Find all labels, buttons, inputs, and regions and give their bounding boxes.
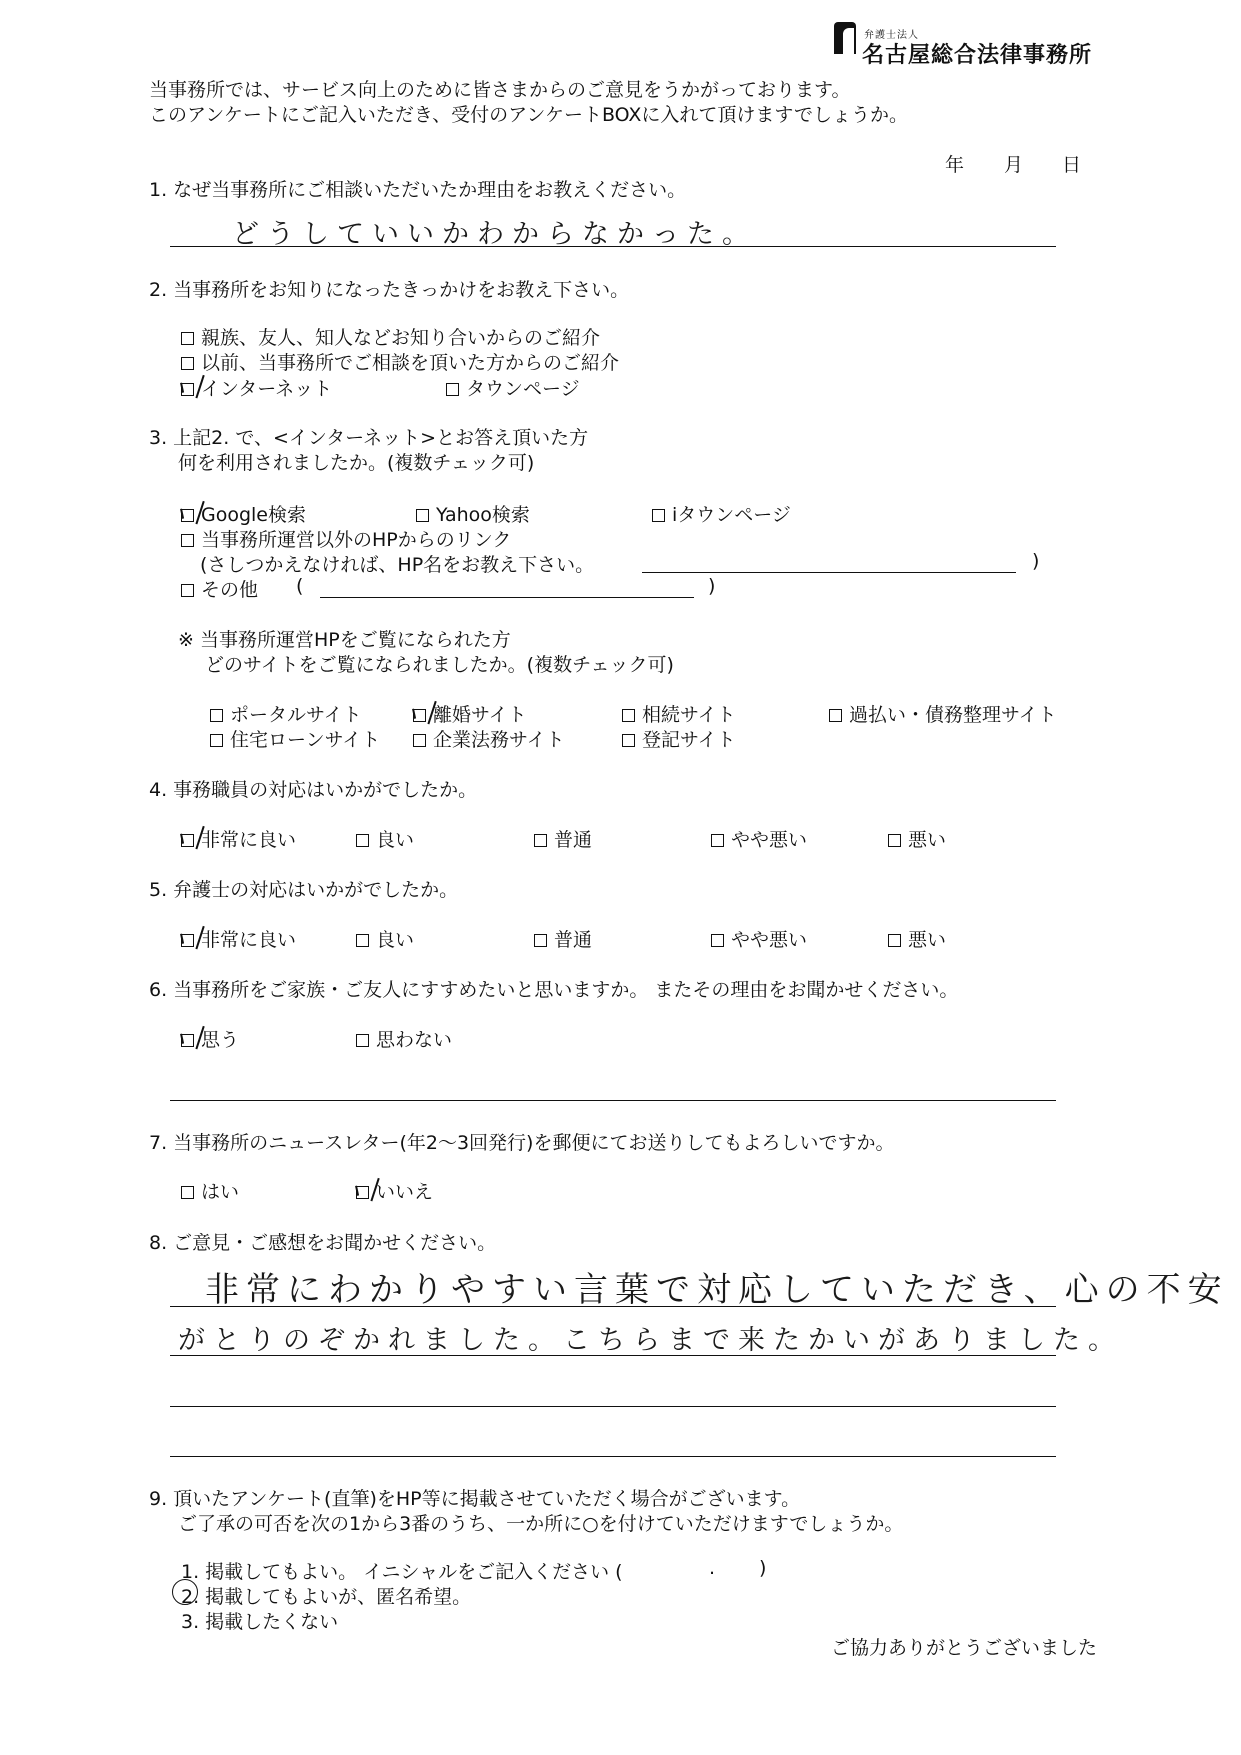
- q4-option-very-good[interactable]: 非常に良い: [181, 825, 296, 852]
- q5-option-somewhat-bad[interactable]: やや悪い: [711, 925, 807, 952]
- note-option-registration[interactable]: 登記サイト: [622, 725, 736, 752]
- q6-label: 6. 当事務所をご家族・ご友人にすすめたいと思いますか。 またその理由をお聞かせください。: [149, 979, 959, 1001]
- checkbox[interactable]: [356, 934, 369, 947]
- note-option-housing-loan[interactable]: 住宅ローンサイト: [210, 725, 380, 752]
- q6-option-yes[interactable]: 思う: [181, 1025, 239, 1052]
- q3-option-other[interactable]: その他: [181, 575, 258, 602]
- q9-option-1[interactable]: 1. 掲載してもよい。 イニシャルをご記入ください (: [181, 1561, 623, 1583]
- note-option-divorce[interactable]: 離婚サイト: [413, 700, 527, 727]
- q3-hp-name-prompt: (さしつかえなければ、HP名をお教え下さい。: [200, 554, 595, 576]
- checkbox[interactable]: [181, 584, 194, 597]
- q5-label: 5. 弁護士の対応はいかがでしたか。: [149, 879, 459, 901]
- checkbox[interactable]: [181, 534, 194, 547]
- q8-line-3[interactable]: [170, 1406, 1056, 1407]
- date-year: 年: [945, 154, 965, 176]
- q5-option-very-good[interactable]: 非常に良い: [181, 925, 296, 952]
- note-option-corporate[interactable]: 企業法務サイト: [413, 725, 565, 752]
- thanks-message: ご協力ありがとうございました: [831, 1637, 1098, 1659]
- checkbox[interactable]: [888, 834, 901, 847]
- q9-label-1: 9. 頂いたアンケート(直筆)をHP等に掲載させていただく場合がございます。: [149, 1488, 801, 1510]
- q1-label: 1. なぜ当事務所にご相談いただいたか理由をお教えください。: [149, 179, 687, 201]
- q5-option-bad[interactable]: 悪い: [888, 925, 946, 952]
- q9-option-3[interactable]: 3. 掲載したくない: [181, 1611, 339, 1633]
- q3-option-google[interactable]: Google検索: [181, 500, 306, 527]
- q1-answer-line: [170, 246, 1056, 247]
- q3-label-1: 3. 上記2. で、<インターネット>とお答え頂いた方: [149, 427, 589, 449]
- q4-option-normal[interactable]: 普通: [534, 825, 592, 852]
- q4-option-bad[interactable]: 悪い: [888, 825, 946, 852]
- logo-name: 名古屋総合法律事務所: [862, 42, 1093, 68]
- q5-option-good[interactable]: 良い: [356, 925, 414, 952]
- q7-option-yes[interactable]: はい: [181, 1177, 239, 1204]
- q3-hp-name-close: ): [1032, 550, 1040, 572]
- q4-option-somewhat-bad[interactable]: やや悪い: [711, 825, 807, 852]
- checkbox[interactable]: [210, 709, 223, 722]
- checkbox[interactable]: [888, 934, 901, 947]
- q3-option-itownpage[interactable]: iタウンページ: [652, 500, 791, 527]
- checkbox[interactable]: [622, 734, 635, 747]
- q6-option-no[interactable]: 思わない: [356, 1025, 452, 1052]
- checkbox[interactable]: [416, 509, 429, 522]
- q3-other-open: (: [296, 575, 304, 597]
- q9-option-1-close: ): [759, 1557, 767, 1579]
- date-day: 日: [1062, 154, 1082, 176]
- q3-other-close: ): [708, 575, 716, 597]
- q8-label: 8. ご意見・ご感想をお聞かせください。: [149, 1232, 497, 1254]
- q8-line-4[interactable]: [170, 1456, 1056, 1457]
- checkbox[interactable]: [181, 357, 194, 370]
- q8-answer-line-1[interactable]: 非常にわかりやすい言葉で対応していただき、心の不安: [205, 1270, 1229, 1310]
- note-option-portal[interactable]: ポータルサイト: [210, 700, 362, 727]
- q9-label-2: ご了承の可否を次の1から3番のうち、一か所に○を付けていただけますでしょうか。: [178, 1513, 904, 1535]
- q2-option-previous-client[interactable]: 以前、当事務所でご相談を頂いた方からのご紹介: [181, 348, 619, 375]
- checkbox[interactable]: [356, 834, 369, 847]
- q3-option-yahoo[interactable]: Yahoo検索: [416, 500, 530, 527]
- q9-option-1-dot: .: [709, 1557, 716, 1579]
- checkbox[interactable]: [829, 709, 842, 722]
- q8-answer-line-2[interactable]: がとりのぞかれました。こちらまで来たかいがありました。: [178, 1325, 1123, 1356]
- checkbox-checked[interactable]: [181, 834, 194, 847]
- checkbox[interactable]: [711, 834, 724, 847]
- logo-mark-icon: [834, 22, 856, 54]
- q2-option-relatives[interactable]: 親族、友人、知人などお知り合いからのご紹介: [181, 323, 600, 350]
- checkbox-checked[interactable]: [181, 383, 194, 396]
- checkbox[interactable]: [534, 934, 547, 947]
- checkbox[interactable]: [711, 934, 724, 947]
- checkbox-checked[interactable]: [181, 934, 194, 947]
- checkbox[interactable]: [652, 509, 665, 522]
- q4-option-good[interactable]: 良い: [356, 825, 414, 852]
- q2-option-internet[interactable]: インターネット: [181, 374, 332, 401]
- q1-answer[interactable]: どうしていいかわからなかった。: [232, 219, 757, 250]
- q8-line-1: [170, 1306, 1056, 1307]
- checkbox-checked[interactable]: [181, 1034, 194, 1047]
- intro-line-1: 当事務所では、サービス向上のために皆さまからのご意見をうかがっております。: [149, 79, 851, 101]
- q2-label: 2. 当事務所をお知りになったきっかけをお教え下さい。: [149, 279, 630, 301]
- checkbox[interactable]: [622, 709, 635, 722]
- checkbox[interactable]: [534, 834, 547, 847]
- checkbox[interactable]: [210, 734, 223, 747]
- checkbox[interactable]: [356, 1034, 369, 1047]
- selection-circle-icon: [172, 1579, 198, 1605]
- q2-option-townpage[interactable]: タウンページ: [446, 374, 580, 401]
- checkbox-checked[interactable]: [356, 1186, 369, 1199]
- intro-line-2: このアンケートにご記入いただき、受付のアンケートBOXに入れて頂けますでしょうか。: [149, 104, 908, 126]
- checkbox[interactable]: [413, 734, 426, 747]
- checkbox[interactable]: [181, 1186, 194, 1199]
- note-option-inheritance[interactable]: 相続サイト: [622, 700, 736, 727]
- q9-option-2[interactable]: 2. 掲載してもよいが、匿名希望。: [181, 1586, 472, 1608]
- note-line-1: ※ 当事務所運営HPをご覧になられた方: [178, 629, 511, 651]
- logo-subtitle: 弁護士法人: [864, 30, 919, 41]
- q5-option-normal[interactable]: 普通: [534, 925, 592, 952]
- note-line-2: どのサイトをご覧になられましたか。(複数チェック可): [205, 654, 674, 676]
- q4-label: 4. 事務職員の対応はいかがでしたか。: [149, 779, 478, 801]
- q3-hp-name-line[interactable]: [642, 572, 1016, 573]
- date-month: 月: [1004, 154, 1024, 176]
- q3-label-2: 何を利用されましたか。(複数チェック可): [178, 452, 535, 474]
- note-option-debt[interactable]: 過払い・債務整理サイト: [829, 700, 1057, 727]
- q8-line-2: [170, 1355, 1056, 1356]
- q3-other-line[interactable]: [320, 597, 694, 598]
- q6-reason-line[interactable]: [170, 1100, 1056, 1101]
- q7-label: 7. 当事務所のニュースレター(年2〜3回発行)を郵便にてお送りしてもよろしいですか。: [149, 1132, 895, 1154]
- checkbox[interactable]: [446, 383, 459, 396]
- checkbox[interactable]: [181, 332, 194, 345]
- q3-option-external-link[interactable]: 当事務所運営以外のHPからのリンク: [181, 525, 511, 552]
- checkbox-checked[interactable]: [181, 509, 194, 522]
- checkbox-checked[interactable]: [413, 709, 426, 722]
- q7-option-no[interactable]: いいえ: [356, 1177, 433, 1204]
